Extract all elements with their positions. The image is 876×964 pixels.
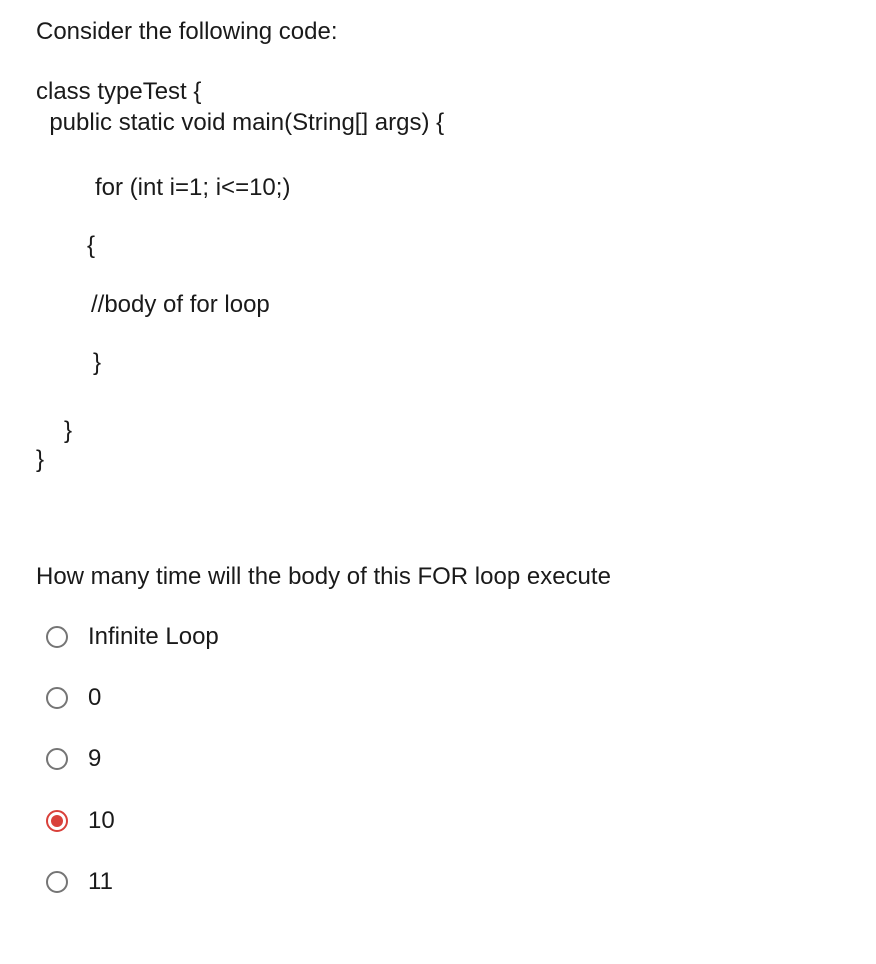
radio-button-selected[interactable] bbox=[46, 810, 68, 832]
code-line-close-brace-loop: } bbox=[93, 349, 102, 376]
radio-button[interactable] bbox=[46, 871, 68, 893]
radio-button[interactable] bbox=[46, 626, 68, 648]
option-infinite-loop[interactable] bbox=[46, 621, 219, 653]
code-line-comment: //body of for loop bbox=[91, 291, 270, 318]
code-line-class: class typeTest { bbox=[36, 78, 202, 105]
question-intro: Consider the following code: bbox=[36, 18, 338, 45]
option-9[interactable] bbox=[46, 743, 101, 775]
radio-button[interactable] bbox=[46, 748, 68, 770]
option-label: 0 bbox=[88, 684, 102, 711]
radio-button[interactable] bbox=[46, 687, 68, 709]
code-line-close-brace-main: } bbox=[64, 417, 73, 444]
option-label: 9 bbox=[88, 745, 102, 772]
code-line-close-brace-class: } bbox=[36, 446, 45, 473]
code-line-main: public static void main(String[] args) { bbox=[36, 109, 445, 136]
option-10[interactable] bbox=[46, 805, 115, 837]
option-label: 11 bbox=[88, 868, 113, 895]
option-label: 10 bbox=[88, 807, 115, 834]
option-label: Infinite Loop bbox=[88, 623, 219, 650]
code-line-for: for (int i=1; i<=10;) bbox=[95, 174, 291, 201]
code-line-open-brace: { bbox=[87, 232, 96, 259]
option-11[interactable] bbox=[46, 866, 113, 898]
option-0[interactable] bbox=[46, 682, 101, 714]
question-prompt: How many time will the body of this FOR loop execute bbox=[36, 563, 611, 590]
